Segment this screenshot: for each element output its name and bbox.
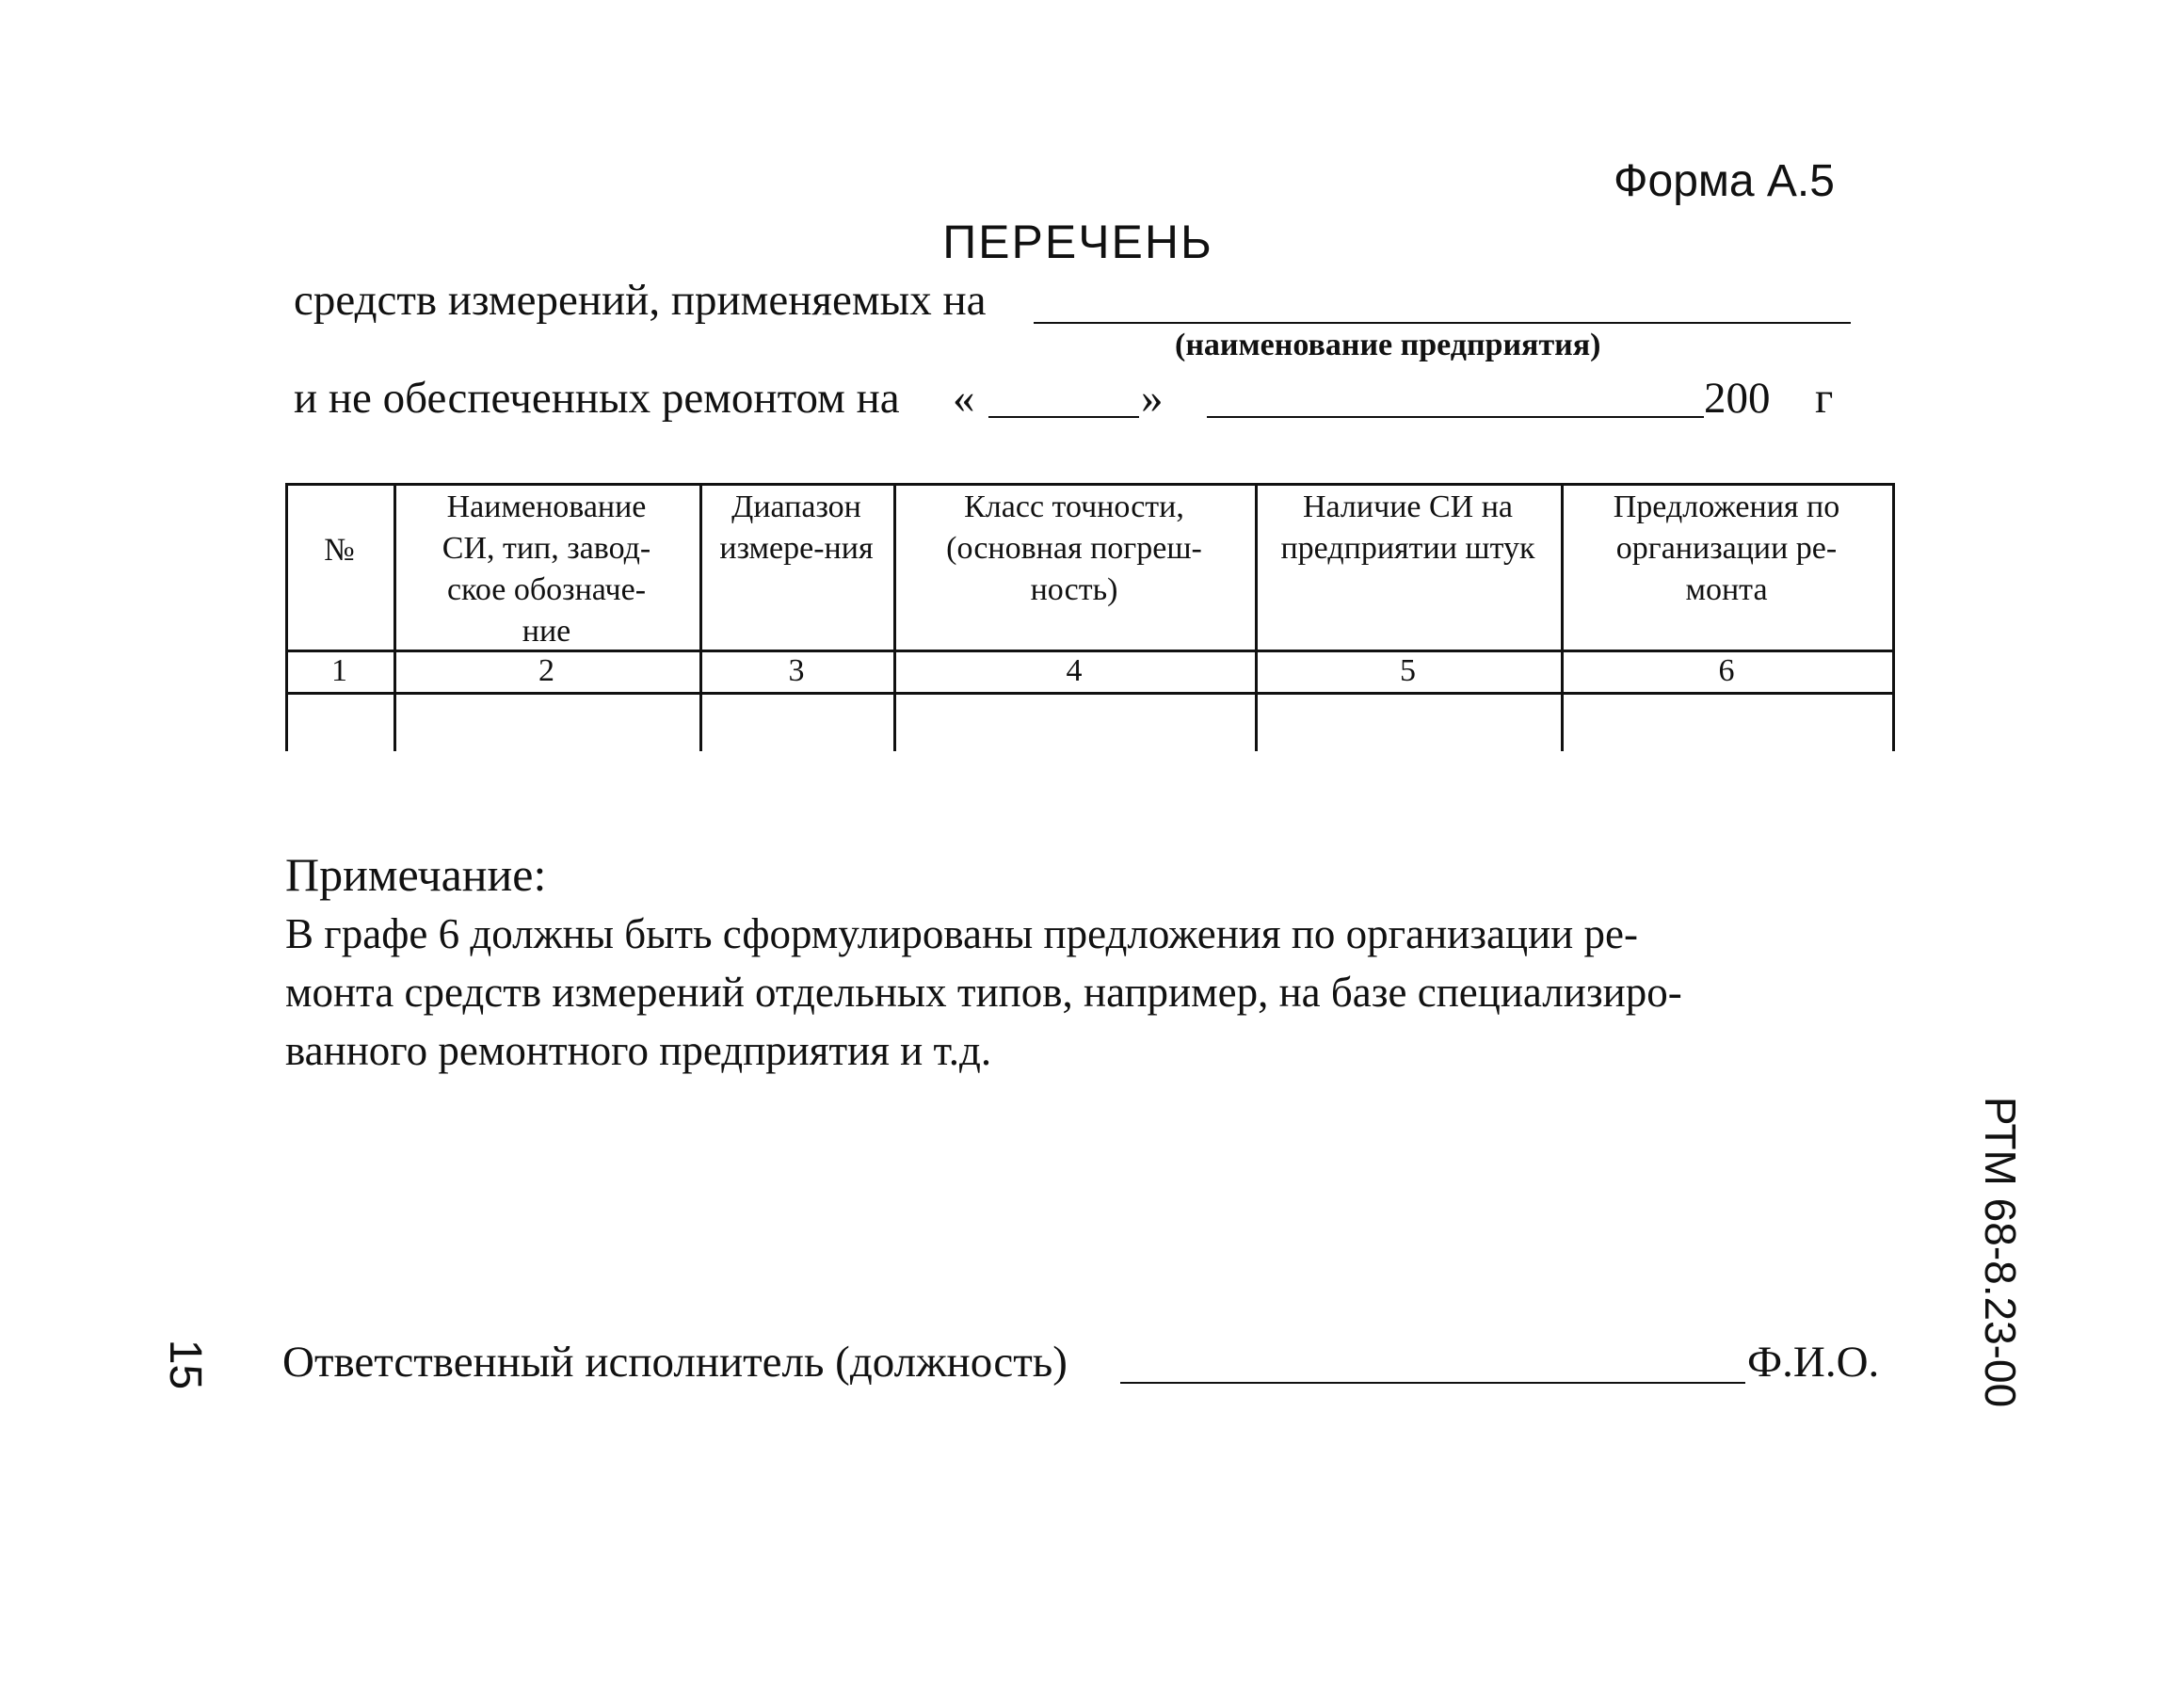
note-label: Примечание: — [285, 848, 547, 901]
col-number-2: 2 — [538, 653, 554, 688]
date-day-line — [988, 416, 1139, 418]
enterprise-caption: (наименование предприятия) — [1175, 328, 1601, 362]
page-title: ПЕРЕЧЕНЬ — [942, 216, 1213, 268]
date-close-quote: » — [1141, 374, 1164, 423]
enterprise-name-line — [1034, 322, 1851, 324]
col-number-3: 3 — [788, 653, 805, 688]
year-suffix: г — [1815, 374, 1834, 423]
table-col-border-6 — [1892, 483, 1895, 751]
signature-label: Ответственный исполнитель (должность) — [282, 1338, 1068, 1387]
table-border-top — [285, 483, 1895, 486]
col-number-4: 4 — [1066, 653, 1083, 688]
year-prefix: 200 — [1704, 374, 1771, 423]
header-col-availability: Наличие СИ на предприятии штук — [1280, 489, 1535, 566]
note-line-2: монта средств измерений отдельных типов, например, на базе специализиро- — [285, 969, 1682, 1016]
subtitle-line-1: средств измерений, применяемых на — [294, 276, 987, 325]
col-number-5: 5 — [1400, 653, 1416, 688]
note-line-1: В графе 6 должны быть сформулированы предложения по организации ре- — [285, 910, 1638, 957]
table-number-divider — [285, 692, 1895, 695]
page-number: 15 — [160, 1339, 211, 1390]
date-open-quote: « — [953, 374, 975, 423]
header-col-number: № — [324, 533, 355, 568]
table-col-border-0 — [285, 483, 288, 751]
document-code: РТМ 68-8.23-00 — [1976, 1096, 2026, 1408]
subtitle-line-2: и не обеспеченных ремонтом на — [294, 374, 900, 423]
header-col-accuracy: Класс точности, (основная погреш-ность) — [946, 489, 1202, 607]
header-col-name: Наименование СИ, тип, завод-ское обозначе-ние — [442, 489, 651, 649]
header-col-range: Диапазон измере-ния — [719, 489, 874, 566]
signature-suffix: Ф.И.О. — [1747, 1338, 1880, 1387]
header-col-proposals: Предложения по организации ре-монта — [1613, 489, 1840, 607]
note-line-3: ванного ремонтного предприятия и т.д. — [285, 1027, 992, 1074]
date-month-line — [1207, 416, 1704, 418]
form-label: Форма А.5 — [1614, 156, 1835, 206]
col-number-1: 1 — [331, 653, 347, 688]
instruments-table — [285, 483, 1895, 751]
col-number-6: 6 — [1718, 653, 1735, 688]
signature-line — [1120, 1382, 1745, 1384]
